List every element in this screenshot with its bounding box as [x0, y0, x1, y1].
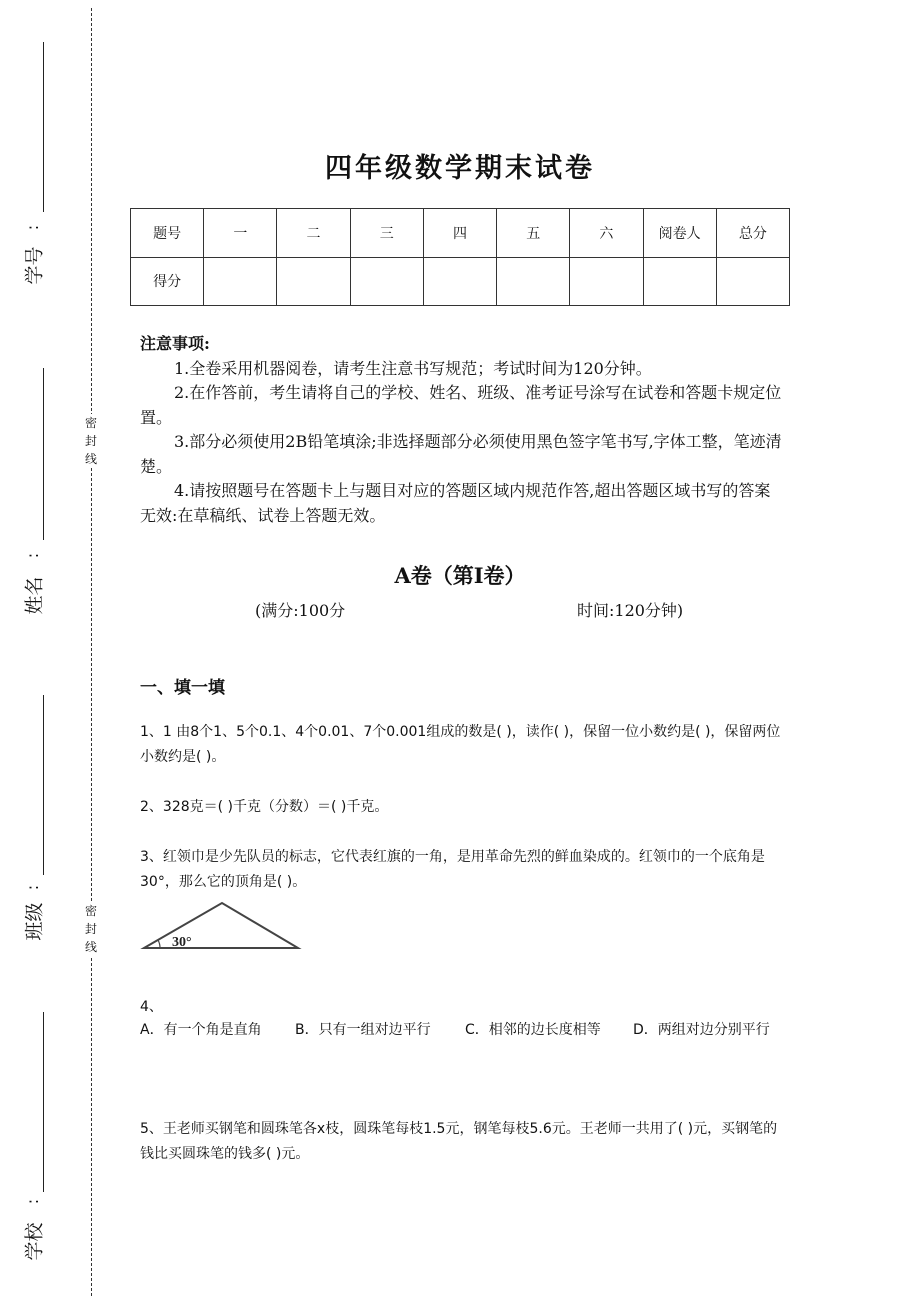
option-a: A．有一个角是直角: [140, 1022, 262, 1038]
score-input-cell[interactable]: [497, 257, 570, 306]
option-b: B．只有一组对边平行: [295, 1022, 431, 1038]
score-input-cell[interactable]: [204, 257, 277, 306]
question-1: 1、1 由8个1、5个0.1、4个0.01、7个0.001组成的数是( )，读作( )，保留一位小数约是( )，保留两位小数约是( )。: [140, 724, 781, 765]
score-table-score-row: [131, 257, 790, 306]
score-input-cell[interactable]: [643, 257, 716, 306]
school-label: 学校: [23, 1222, 46, 1261]
option-d: D．两组对边分别平行: [633, 1022, 770, 1038]
header-cell: 题号: [131, 209, 204, 258]
notice-item: 1.全卷采用机器阅卷，请考生注意书写规范；考试时间为120分钟。: [174, 358, 652, 378]
question-4: 4、: [140, 999, 163, 1015]
seal-line-text-upper: 密 封 线: [84, 416, 97, 466]
school-colon: :: [23, 1198, 43, 1205]
class-label: 班级: [23, 902, 46, 941]
score-table-header-row: [131, 209, 790, 258]
volume-title: A卷（第I卷）: [394, 563, 526, 588]
class-line: [43, 695, 44, 875]
notice-block: [140, 332, 785, 528]
school-line: [43, 1012, 44, 1192]
option-c: C．相邻的边长度相等: [465, 1022, 601, 1038]
question-5: 5、王老师买钢笔和圆珠笔各x枝，圆珠笔每枝1.5元，钢笔每枝5.6元。王老师一共用了( )元，买钢笔的钱比买圆珠笔的钱多( )元。: [140, 1121, 778, 1162]
header-cell: 四: [423, 209, 496, 258]
header-cell: 一: [204, 209, 277, 258]
question-3: 3、红领巾是少先队员的标志，它代表红旗的一角，是用革命先烈的鲜血染成的。红领巾的一个底角是30°，那么它的顶角是( )。: [140, 849, 765, 890]
score-input-cell[interactable]: [716, 257, 789, 306]
header-cell: 六: [570, 209, 643, 258]
angle-label: 30°: [172, 935, 192, 950]
name-label: 姓名: [23, 576, 46, 615]
notice-item: 4.请按照题号在答题卡上与题目对应的答题区域内规范作答,超出答题区域书写的答案无效:在草稿纸、试卷上答题无效。: [140, 481, 771, 525]
question-2: 2、328克＝( )千克（分数）＝( )千克。: [140, 799, 389, 815]
binding-dashed-line: [91, 8, 92, 1296]
notice-item: 2.在作答前，考生请将自己的学校、姓名、班级、准考证号涂写在试卷和答题卡规定位置。: [140, 383, 782, 427]
angle-arc: [158, 940, 160, 948]
triangle-figure: [140, 900, 302, 952]
score-input-cell[interactable]: [423, 257, 496, 306]
score-input-cell[interactable]: [277, 257, 350, 306]
class-colon: :: [23, 884, 43, 891]
header-cell: 三: [350, 209, 423, 258]
student-id-line: [43, 42, 44, 212]
section-title: 一、填一填: [140, 678, 225, 698]
notice-item: 3.部分必须使用2B铅笔填涂;非选择题部分必须使用黑色签字笔书写,字体工整，笔迹清楚。: [140, 432, 782, 476]
student-id-label: 学号: [23, 246, 46, 285]
score-table: [130, 208, 790, 306]
time-limit: 时间:120分钟): [577, 601, 684, 620]
header-cell: 五: [497, 209, 570, 258]
triangle-shape: [144, 903, 298, 948]
score-input-cell[interactable]: [350, 257, 423, 306]
score-row-label: 得分: [131, 257, 204, 306]
notice-heading: 注意事项:: [140, 334, 210, 353]
full-score: (满分:100分: [255, 601, 346, 620]
score-input-cell[interactable]: [570, 257, 643, 306]
header-cell: 二: [277, 209, 350, 258]
header-cell: 阅卷人: [643, 209, 716, 258]
name-line: [43, 368, 44, 540]
page-title: 四年级数学期末试卷: [325, 153, 595, 184]
header-cell: 总分: [716, 209, 789, 258]
seal-line-text-lower: 密 封 线: [84, 904, 97, 954]
name-colon: :: [23, 552, 43, 559]
student-id-colon: :: [23, 224, 43, 231]
